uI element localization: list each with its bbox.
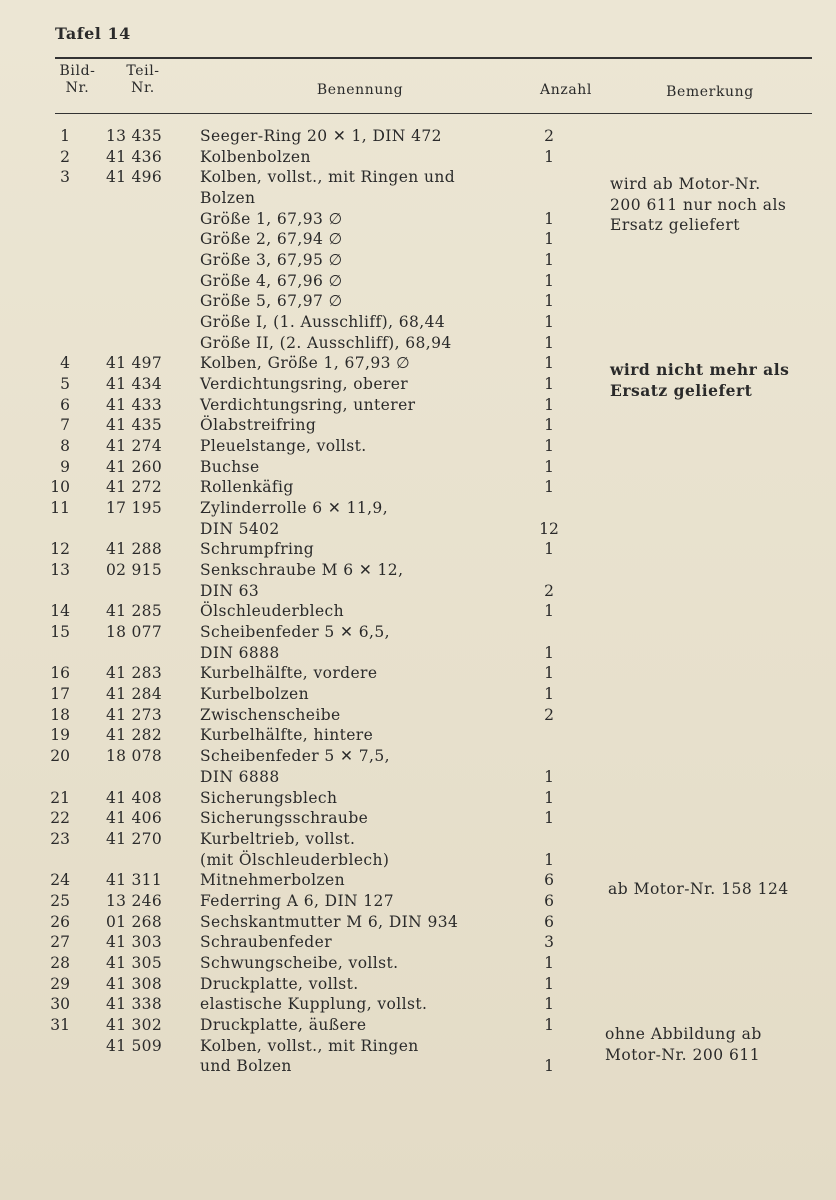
table-row bbox=[0, 746, 836, 767]
anzahl-cell: 1 bbox=[544, 788, 554, 807]
remark-line: ohne Abbildung ab bbox=[605, 1025, 762, 1043]
bild-nr-cell: 31 bbox=[50, 1015, 70, 1034]
bild-nr-cell: 6 bbox=[60, 395, 70, 414]
teil-nr-cell: 41 436 bbox=[105, 147, 162, 166]
bild-nr-cell: 29 bbox=[50, 974, 70, 993]
bild-nr-cell: 10 bbox=[50, 478, 70, 497]
bild-nr-cell: 18 bbox=[50, 705, 70, 724]
teil-nr-cell: 02 915 bbox=[105, 561, 162, 580]
teil-nr-cell: 41 408 bbox=[105, 788, 162, 807]
table-row bbox=[0, 953, 836, 974]
teil-nr-cell: 41 308 bbox=[105, 974, 162, 993]
header-rule-top bbox=[55, 57, 812, 59]
bild-nr-cell: 20 bbox=[50, 747, 70, 766]
teil-nr-cell: 41 272 bbox=[105, 478, 162, 497]
table-row bbox=[0, 725, 836, 746]
benennung-cell: Senkschraube M 6 ✕ 12, bbox=[200, 561, 404, 580]
benennung-cell: Pleuelstange, vollst. bbox=[200, 437, 367, 456]
benennung-cell: Ölschleuderblech bbox=[200, 602, 345, 621]
anzahl-cell: 1 bbox=[544, 643, 554, 662]
remark-line: Motor-Nr. 200 611 bbox=[605, 1045, 761, 1064]
teil-nr-cell: 41 509 bbox=[105, 1036, 162, 1055]
benennung-cell: Federring A 6, DIN 127 bbox=[200, 891, 395, 910]
remark-3 bbox=[608, 879, 789, 900]
benennung-cell: Ölabstreifring bbox=[200, 416, 317, 435]
benennung-cell: Verdichtungsring, unterer bbox=[200, 395, 416, 414]
teil-nr-cell: 41 434 bbox=[105, 375, 162, 394]
benennung-cell: Größe 5, 67,97 ∅ bbox=[200, 292, 343, 311]
bild-nr-cell: 9 bbox=[60, 457, 70, 476]
teil-nr-cell: 41 270 bbox=[105, 829, 162, 848]
teil-nr-cell: 41 311 bbox=[105, 871, 162, 890]
table-row bbox=[0, 912, 836, 933]
table-row bbox=[0, 126, 836, 147]
benennung-cell: Mitnehmerbolzen bbox=[200, 871, 346, 890]
anzahl-cell: 1 bbox=[544, 995, 554, 1014]
table-row bbox=[0, 291, 836, 312]
parts-table bbox=[0, 126, 836, 1077]
benennung-cell: Größe I, (1. Ausschliff), 68,44 bbox=[200, 313, 446, 332]
anzahl-cell: 1 bbox=[544, 271, 554, 290]
bild-nr-cell: 5 bbox=[60, 375, 70, 394]
benennung-cell: Kolben, Größe 1, 67,93 ∅ bbox=[200, 354, 411, 373]
anzahl-cell: 1 bbox=[544, 478, 554, 497]
teil-nr-cell: 41 273 bbox=[105, 705, 162, 724]
anzahl-cell: 6 bbox=[544, 871, 554, 890]
header-rule-bottom bbox=[55, 113, 812, 114]
benennung-cell: Größe 1, 67,93 ∅ bbox=[200, 209, 343, 228]
anzahl-cell: 1 bbox=[544, 147, 554, 166]
remark-line: wird ab Motor-Nr. bbox=[610, 175, 761, 193]
benennung-cell: Scheibenfeder 5 ✕ 6,5, bbox=[200, 623, 390, 642]
bild-nr-cell: 3 bbox=[60, 168, 70, 187]
teil-nr-cell: 17 195 bbox=[105, 499, 162, 518]
teil-nr-cell: 41 274 bbox=[105, 437, 162, 456]
anzahl-cell: 12 bbox=[539, 519, 559, 538]
benennung-cell: Buchse bbox=[200, 457, 260, 476]
benennung-cell: Kurbelbolzen bbox=[200, 685, 310, 704]
teil-nr-cell: 41 433 bbox=[105, 395, 162, 414]
anzahl-cell: 1 bbox=[544, 230, 554, 249]
benennung-cell: Kolbenbolzen bbox=[200, 147, 311, 166]
benennung-cell: (mit Ölschleuderblech) bbox=[200, 850, 390, 869]
teil-nr-cell: 18 078 bbox=[105, 747, 162, 766]
teil-nr-cell: 41 283 bbox=[105, 664, 162, 683]
header-bemerkung: Bemerkung bbox=[666, 84, 754, 100]
teil-nr-cell: 41 497 bbox=[105, 354, 162, 373]
teil-nr-cell: 13 246 bbox=[105, 891, 162, 910]
table-row bbox=[0, 333, 836, 354]
remark-line: wird nicht mehr als bbox=[610, 360, 790, 379]
anzahl-cell: 1 bbox=[544, 313, 554, 332]
benennung-cell: Größe 4, 67,96 ∅ bbox=[200, 271, 343, 290]
teil-nr-cell: 41 305 bbox=[105, 953, 162, 972]
anzahl-cell: 1 bbox=[544, 767, 554, 786]
anzahl-cell: 1 bbox=[544, 416, 554, 435]
table-row bbox=[0, 705, 836, 726]
benennung-cell: DIN 63 bbox=[200, 581, 260, 600]
teil-nr-cell: 41 302 bbox=[105, 1015, 162, 1034]
bild-nr-cell: 11 bbox=[50, 499, 70, 518]
bild-nr-cell: 30 bbox=[50, 995, 70, 1014]
teil-nr-cell: 41 303 bbox=[105, 933, 162, 952]
table-row bbox=[0, 663, 836, 684]
benennung-cell: Druckplatte, äußere bbox=[200, 1015, 367, 1034]
teil-nr-cell: 13 435 bbox=[105, 127, 162, 145]
bild-nr-cell: 15 bbox=[50, 623, 70, 642]
table-row bbox=[0, 457, 836, 478]
table-row bbox=[0, 498, 836, 519]
teil-nr-cell: 41 284 bbox=[105, 685, 162, 704]
benennung-cell: Druckplatte, vollst. bbox=[200, 974, 359, 993]
anzahl-cell: 1 bbox=[544, 664, 554, 683]
bild-nr-cell: 2 bbox=[60, 147, 70, 166]
bild-nr-cell: 22 bbox=[50, 809, 70, 828]
benennung-cell: Größe II, (2. Ausschliff), 68,94 bbox=[200, 333, 452, 352]
anzahl-cell: 1 bbox=[544, 292, 554, 311]
anzahl-cell: 1 bbox=[544, 540, 554, 559]
benennung-cell: Schrumpfring bbox=[200, 540, 315, 559]
bild-nr-cell: 21 bbox=[50, 788, 70, 807]
benennung-cell: Größe 2, 67,94 ∅ bbox=[200, 230, 343, 249]
anzahl-cell: 1 bbox=[544, 1057, 554, 1076]
benennung-cell: Rollenkäfig bbox=[200, 478, 294, 497]
benennung-cell: DIN 6888 bbox=[200, 767, 280, 786]
bild-nr-cell: 26 bbox=[50, 912, 70, 931]
bild-nr-cell: 4 bbox=[60, 354, 70, 373]
benennung-cell: Verdichtungsring, oberer bbox=[200, 375, 409, 394]
teil-nr-cell: 01 268 bbox=[105, 912, 162, 931]
anzahl-cell: 1 bbox=[544, 437, 554, 456]
anzahl-cell: 1 bbox=[544, 809, 554, 828]
anzahl-cell: 1 bbox=[544, 354, 554, 373]
table-row bbox=[0, 519, 836, 540]
anzahl-cell: 2 bbox=[544, 581, 554, 600]
teil-nr-cell: 41 435 bbox=[105, 416, 162, 435]
benennung-cell: Kolben, vollst., mit Ringen bbox=[200, 1036, 419, 1055]
anzahl-cell: 2 bbox=[544, 705, 554, 724]
table-row bbox=[0, 560, 836, 581]
teil-nr-cell: 18 077 bbox=[105, 623, 162, 642]
table-row bbox=[0, 415, 836, 436]
bild-nr-cell: 7 bbox=[60, 416, 70, 435]
benennung-cell: Scheibenfeder 5 ✕ 7,5, bbox=[200, 747, 390, 766]
anzahl-cell: 1 bbox=[544, 974, 554, 993]
remark-line: 200 611 nur noch als bbox=[610, 195, 787, 214]
header-teil-nr: Teil- Nr. bbox=[126, 63, 160, 96]
bild-nr-cell: 16 bbox=[50, 664, 70, 683]
table-row bbox=[0, 974, 836, 995]
remark-line: Ersatz geliefert bbox=[610, 380, 753, 400]
table-row bbox=[0, 601, 836, 622]
table-row bbox=[0, 477, 836, 498]
anzahl-cell: 6 bbox=[544, 891, 554, 910]
benennung-cell: Bolzen bbox=[200, 189, 256, 208]
benennung-cell: elastische Kupplung, vollst. bbox=[200, 995, 428, 1014]
table-row bbox=[0, 147, 836, 168]
table-row bbox=[0, 643, 836, 664]
table-row bbox=[0, 808, 836, 829]
table-row bbox=[0, 994, 836, 1015]
remark-4 bbox=[605, 1024, 762, 1065]
remark-1 bbox=[610, 174, 786, 236]
benennung-cell: Schwungscheibe, vollst. bbox=[200, 953, 399, 972]
bild-nr-cell: 25 bbox=[50, 891, 70, 910]
bild-nr-cell: 19 bbox=[50, 726, 70, 745]
bild-nr-cell: 8 bbox=[60, 437, 70, 456]
bild-nr-cell: 28 bbox=[50, 953, 70, 972]
bild-nr-cell: 13 bbox=[50, 561, 70, 580]
anzahl-cell: 1 bbox=[544, 375, 554, 394]
remark-line: ab Motor-Nr. 158 124 bbox=[608, 880, 789, 898]
anzahl-cell: 1 bbox=[544, 209, 554, 228]
benennung-cell: Kurbeltrieb, vollst. bbox=[200, 829, 356, 848]
table-row bbox=[0, 250, 836, 271]
table-row bbox=[0, 767, 836, 788]
benennung-cell: Sechskantmutter M 6, DIN 934 bbox=[200, 912, 459, 931]
anzahl-cell: 1 bbox=[544, 602, 554, 621]
header-bild-nr: Bild- Nr. bbox=[59, 63, 96, 96]
table-row bbox=[0, 932, 836, 953]
header-anzahl: Anzahl bbox=[540, 82, 592, 98]
remark-2 bbox=[610, 360, 789, 401]
table-row bbox=[0, 539, 836, 560]
remark-line: Ersatz geliefert bbox=[610, 216, 740, 235]
bild-nr-cell: 23 bbox=[50, 829, 70, 848]
teil-nr-cell: 41 338 bbox=[105, 995, 162, 1014]
table-row bbox=[0, 788, 836, 809]
anzahl-cell: 1 bbox=[544, 850, 554, 869]
anzahl-cell: 1 bbox=[544, 395, 554, 414]
benennung-cell: Sicherungsblech bbox=[200, 788, 338, 807]
bild-nr-cell: 14 bbox=[50, 602, 70, 621]
table-row bbox=[0, 850, 836, 871]
table-row bbox=[0, 436, 836, 457]
anzahl-cell: 1 bbox=[544, 953, 554, 972]
bild-nr-cell: 24 bbox=[50, 871, 70, 890]
table-row bbox=[0, 829, 836, 850]
bild-nr-cell: 12 bbox=[50, 540, 70, 559]
table-row bbox=[0, 684, 836, 705]
teil-nr-cell: 41 406 bbox=[105, 809, 162, 828]
anzahl-cell: 2 bbox=[544, 127, 554, 145]
header-benennung: Benennung bbox=[316, 82, 404, 98]
benennung-cell: Größe 3, 67,95 ∅ bbox=[200, 251, 343, 270]
anzahl-cell: 1 bbox=[544, 333, 554, 352]
teil-nr-cell: 41 260 bbox=[105, 457, 162, 476]
bild-nr-cell: 17 bbox=[50, 685, 70, 704]
benennung-cell: Sicherungsschraube bbox=[200, 809, 369, 828]
benennung-cell: Seeger-Ring 20 ✕ 1, DIN 472 bbox=[200, 127, 442, 145]
bild-nr-cell: 27 bbox=[50, 933, 70, 952]
benennung-cell: Kurbelhälfte, hintere bbox=[200, 726, 374, 745]
teil-nr-cell: 41 288 bbox=[105, 540, 162, 559]
benennung-cell: Zylinderrolle 6 ✕ 11,9, bbox=[200, 499, 389, 518]
anzahl-cell: 1 bbox=[544, 685, 554, 704]
anzahl-cell: 3 bbox=[544, 933, 554, 952]
benennung-cell: Zwischenscheibe bbox=[200, 705, 341, 724]
anzahl-cell: 6 bbox=[544, 912, 554, 931]
table-row bbox=[0, 622, 836, 643]
benennung-cell: DIN 5402 bbox=[200, 519, 280, 538]
benennung-cell: DIN 6888 bbox=[200, 643, 280, 662]
table-row bbox=[0, 581, 836, 602]
table-row bbox=[0, 271, 836, 292]
benennung-cell: Kolben, vollst., mit Ringen und bbox=[200, 168, 456, 187]
benennung-cell: Kurbelhälfte, vordere bbox=[200, 664, 378, 683]
teil-nr-cell: 41 496 bbox=[105, 168, 162, 187]
page-title: Tafel 14 bbox=[55, 24, 131, 43]
benennung-cell: und Bolzen bbox=[200, 1057, 292, 1076]
benennung-cell: Schraubenfeder bbox=[200, 933, 333, 952]
anzahl-cell: 1 bbox=[544, 1015, 554, 1034]
anzahl-cell: 1 bbox=[544, 251, 554, 270]
teil-nr-cell: 41 285 bbox=[105, 602, 162, 621]
teil-nr-cell: 41 282 bbox=[105, 726, 162, 745]
anzahl-cell: 1 bbox=[544, 457, 554, 476]
table-row bbox=[0, 312, 836, 333]
bild-nr-cell: 1 bbox=[60, 127, 70, 145]
